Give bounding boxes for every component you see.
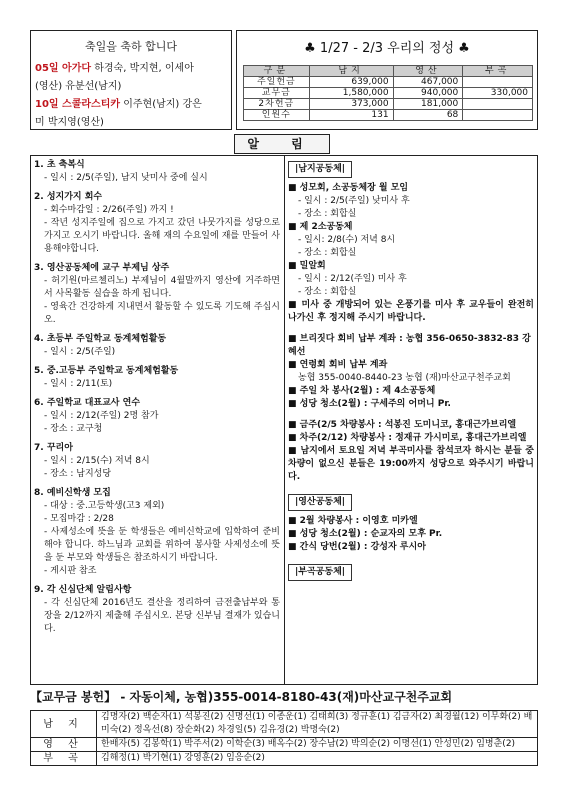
feast-line-1: 05일 아가다 하경숙, 박지현, 이세아 [35,63,194,74]
youngsan-community-label: |영산공동체| [288,494,352,511]
feast-date-2: 10일 스콜라스티카 [35,99,121,110]
offering-box [236,30,538,130]
table-row: 교무금 1,580,000 940,000 330,000 [244,88,533,99]
table-row: 2차헌금 373,000 181,000 [244,99,533,110]
col-header: 구분 [244,66,310,77]
feast-line-4: 미 박지영(영산) [35,117,104,128]
offering-table [243,65,533,121]
feast-line-3: 10일 스콜라스티카 이주현(남지) 강은 [35,99,202,110]
notice-1-title: 1. 초 축복식 [34,160,85,170]
feast-date-1: 05일 아가다 [35,63,92,74]
feast-day-box [30,30,232,130]
left-notices: 1. 초 축복식 - 일시 : 2/5(주일), 남지 낮미사 중에 실시 2. 성지가지 회수 - 회수마감일 : 2/26(주일) 까지 ! - 작년 성지주일에 집으로 가지고 갔던 나뭇가지를 성당으로 가지고 오시기 바랍니다. 올해 재의 수요일에 재를 만들어 사용해야합니다. 3. 영산공동체에 교구 부제님 상주 - 허기원(마르첼리노) 부제님이 4월말까지 영산에 거주하면서 사목활동 실습을 하게 됩니다. - 영육간 건강하게 지내면서 활동할 수 있도록 기도해 주십시오. 4. 초등부 주일학교 동계체험활동 - 일시 : 2/5(주일) 5. 중.고등부 주일학교 동계체험활동 - 일시 : 2/11(토) 6. 주일학교 대표교사 연수 - 일시 : 2/12(주일) 2명 참가 - 장소 : 교구청 7. 꾸리아 - 일시 : 2/15(수) 저녁 8시 - 장소 : 남지성당 8. 예비신학생 모집 - 대상 : 중.고등학생(고3 제외) - 모집마감 : 2/28 - 사제성소에 뜻을 둔 학생들은 예비신학교에 입학하여 준비해야 합니다. 하느님과 교회를 위하여 봉사할 사제성소에 뜻을 둔 부모와 학생들은 참조하시기 바랍니다. - 게시판 참조 9. 각 신심단체 알림사항 - 각 신심단체 2016년도 결산을 정리하여 금전출납부와 통장을 2/12까지 제출해 주십시오. 본당 신부님 결재가 있습니다. [34,160,280,634]
feast-line-2: (영산) 유분선(남지) [35,81,122,92]
notice-heading: 알 림 [234,134,330,154]
namji-community-label: |남지공동체| [288,161,352,178]
table-row: 영 산 한배자(5) 김봉학(1) 박주서(2) 이학순(3) 배옥수(2) 장수남(2) 박의순(2) 이명선(1) 안성민(2) 임병춘(2) [31,738,538,752]
column-divider [284,155,285,685]
offering-title: ♣ 1/27 - 2/3 우리의 정성 ♣ [304,41,470,56]
notice-7-title: 7. 꾸리아 [34,443,73,453]
notice-2-title: 2. 성지가지 회수 [34,192,103,202]
notice-8-title: 8. 예비신학생 모집 [34,488,111,498]
notice-6-title: 6. 주일학교 대표교사 연수 [34,398,141,408]
notice-9-title: 9. 각 신심단체 알림사항 [34,585,132,595]
col-header: 부곡 [463,66,533,77]
notice-5-title: 5. 중.고등부 주일학교 동계체험활동 [34,366,179,376]
tithe-contributors-table [30,710,538,766]
table-row: 부 곡 김해정(1) 박기현(1) 강영훈(2) 임응순(2) [31,752,538,766]
feast-day-title: 축일을 축하 합니다 [84,40,177,53]
tithe-account-heading: 【교무금 봉헌】 - 자동이체, 농협)355-0014-8180-43(재)마산교구천주교회 [30,690,453,704]
notice-3-title: 3. 영산공동체에 교구 부제님 상주 [34,263,170,273]
table-row: 남 지 김명자(2) 백순자(1) 석봉진(2) 신명선(1) 이종운(1) 김태희(3) 정규훈(1) 김금자(2) 최경월(12) 이무화(2) 배미숙(2) 정옥선(8) 장순화(2) 차경일(5) 김유경(2) 박명숙(2) [31,711,538,738]
col-header: 남지 [309,66,393,77]
table-row: 주일헌금 639,000 467,000 [244,77,533,88]
right-notices: |남지공동체| ■ 성모회, 소공동체장 월 모임 - 일시 : 2/5(주일) 낮미사 후 - 장소 : 회합실 ■ 제 2소공동체 - 일시: 2/8(수) 저녁 8시 - 장소 : 회합실 ■ 밀알회 - 일시 : 2/12(주일) 미사 후 - 장소 : 회합실 ■ 미사 중 개방되어 있는 온풍기를 미사 후 교우들이 완전히 나가신 후 정지해 주시기 바랍니다. ■ 브리짓다 회비 납부 계좌 : 농협 356-0650-3832-83 강혜선 ■ 연령회 회비 납부 계좌 농협 355-0040-8440-23 농협 (재)마산교구천주교회 ■ 주일 차 봉사(2월) : 제 4소공동체 ■ 성당 청소(2월) : 구세주의 어머니 Pr. ■ 금주(2/5 차량봉사 : 석봉진 도미니코, 홍대근가브리엘 ■ 차주(2/12) 차량봉사 : 정재규 가시미로, 홍대근가브리엘 ■ 남지에서 토요일 저녁 부곡미사를 참석코자 하시는 분들 중 차량이 없으신 분들은 19:00까지 성당으로 와주시기 바랍니다. |영산공동체| ■ 2월 차량봉사 : 이영호 미카엘 ■ 성당 청소(2월) : 순교자의 모후 Pr. ■ 간식 당번(2월) : 강성자 루시아 |부곡공동체| [288,159,534,585]
table-row: 인원수 131 68 [244,110,533,121]
bugok-community-label: |부곡공동체| [288,564,352,581]
col-header: 영산 [393,66,463,77]
notice-4-title: 4. 초등부 주일학교 동계체험활동 [34,334,167,344]
